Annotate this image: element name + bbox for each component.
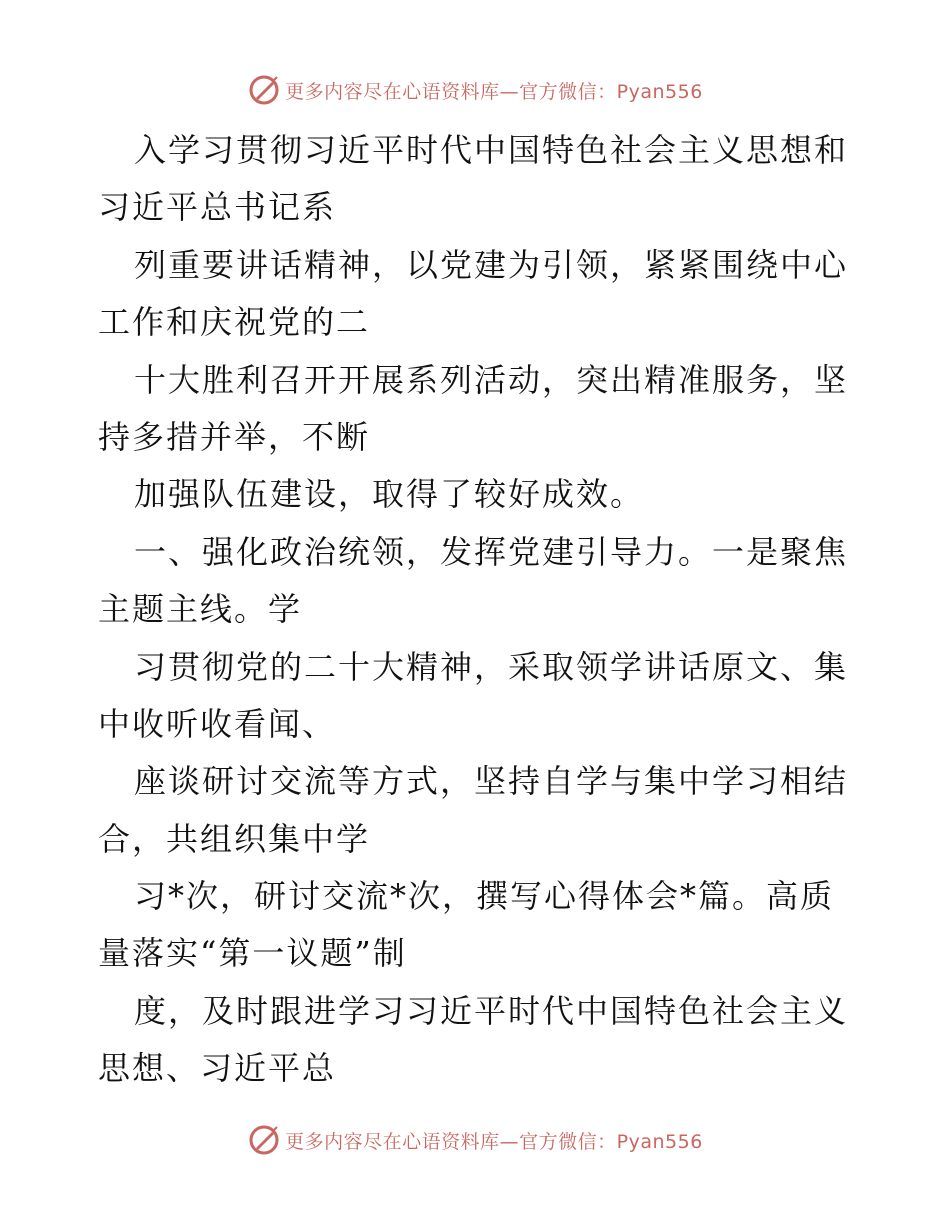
paragraph-6-line-1: 习贯彻党的二十大精神，采取领学讲话原文、集 xyxy=(134,647,849,686)
header-watermark-text: 更多内容尽在心语资料库—官方微信：Pyan556 xyxy=(285,80,703,103)
paragraph-5-line-1: 一、强化政治统领，发挥党建引导力。一是聚焦 xyxy=(134,532,849,571)
footer-watermark-banner xyxy=(0,1120,950,1160)
header-watermark-banner xyxy=(0,70,950,110)
paragraph-6-line-2: 中收听收看闻、 xyxy=(98,704,337,743)
paragraph-8-line-2: 量落实“第一议题”制 xyxy=(98,934,407,973)
paragraph-7-line-1: 座谈研讨交流等方式，坚持自学与集中学习相结 xyxy=(134,762,849,801)
document-body xyxy=(98,122,868,1098)
footer-watermark-text: 更多内容尽在心语资料库—官方微信：Pyan556 xyxy=(285,1130,703,1153)
paragraph-2-line-2: 工作和庆祝党的二 xyxy=(98,303,371,342)
paragraph-2-line-1: 列重要讲话精神，以党建为引领，紧紧围绕中心 xyxy=(134,245,849,284)
paragraph-8-line-1: 习*次，研讨交流*次，撰写心得体会*篇。高质 xyxy=(134,877,835,916)
paragraph-9-line-2: 思想、习近平总 xyxy=(98,1049,337,1088)
quill-pen-logo-icon xyxy=(247,1123,281,1157)
paragraph-5-line-2: 主题主线。学 xyxy=(98,590,303,629)
paragraph-3-line-2: 持多措并举，不断 xyxy=(98,417,371,456)
paragraph-3-line-1: 十大胜利召开开展系列活动，突出精准服务，坚 xyxy=(134,360,849,399)
paragraph-1-line-1: 入学习贯彻习近平时代中国特色社会主义思想和 xyxy=(134,131,849,169)
quill-pen-logo-icon xyxy=(247,73,281,107)
paragraph-9-line-1: 度，及时跟进学习习近平时代中国特色社会主义 xyxy=(134,991,849,1030)
paragraph-7-line-2: 合，共组织集中学 xyxy=(98,819,371,858)
paragraph-4-line-1: 加强队伍建设，取得了较好成效。 xyxy=(134,475,645,514)
paragraph-1-line-2: 习近平总书记系 xyxy=(98,188,337,227)
